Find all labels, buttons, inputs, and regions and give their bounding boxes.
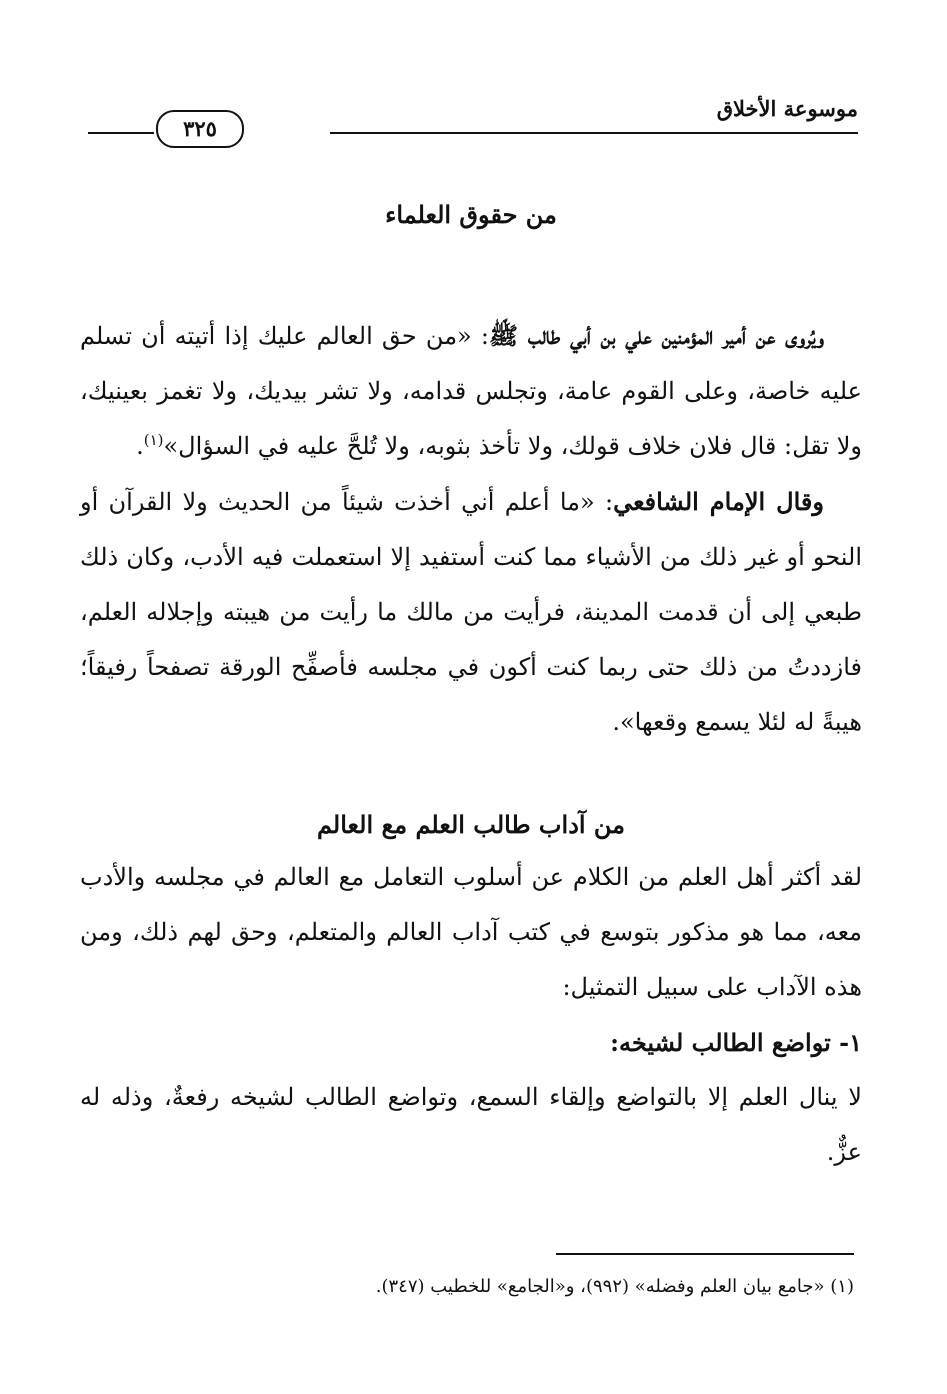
paragraph-text: : «من حق العالم عليك إذا أتيته أن تسلم عليه خاصة، وعلى القوم عامة، وتجلس قدامه، ولا تشر بيديك، ولا تغمز بعينيك، ولا تقل: قال فلان خلاف قولك، ولا تأخذ بثوبه، ولا تُلحَّ عليه في السؤال»	[80, 322, 862, 460]
footnote-ref: (١)	[143, 431, 164, 449]
section-title: من حقوق العلماء	[385, 200, 557, 229]
paragraph: لا ينال العلم إلا بالتواضع وإلقاء السمع، وتواضع الطالب لشيخه رفعةٌ، وذله له عزٌّ.	[80, 1083, 862, 1166]
section-title: من آداب طالب العلم مع العالم	[316, 810, 626, 839]
page-number: ٣٢٥	[156, 110, 244, 148]
running-title: موسوعة الأخلاق	[716, 96, 858, 121]
paragraph: لقد أكثر أهل العلم من الكلام عن أسلوب التعامل مع العالم في مجلسه والأدب معه، مما هو مذكور بتوسع في كتب آداب العالم والمتعلم، وحق لهم ذلك، ومن هذه الآداب على سبيل التمثيل:	[80, 863, 862, 1001]
paragraph-lead: ويُروى عن أمير المؤمنين علي بن أبي طالب ﷺ	[489, 321, 824, 350]
paragraph	[80, 308, 862, 474]
paragraph-end: .	[136, 432, 144, 460]
page-header	[88, 92, 858, 140]
paragraph	[80, 474, 862, 750]
list-item-heading: ١- تواضع الطالب لشيخه:	[610, 1028, 862, 1057]
page-body	[80, 190, 862, 1180]
header-rule	[330, 132, 858, 134]
footnote: (١) «جامع بيان العلم وفضله» (٩٩٢)، و«الجامع» للخطيب (٣٤٧).	[375, 1276, 854, 1297]
paragraph-lead: وقال الإمام الشافعي	[613, 487, 824, 516]
footnote-rule	[556, 1253, 854, 1255]
paragraph-text: : «ما أعلم أني أخذت شيئاً من الحديث ولا القرآن أو النحو أو غير ذلك من الأشياء مما كنت أستفيد إلا استعملت فيه الأدب، وكان ذلك طبعي إلى أن قدمت المدينة، فرأيت من مالك ما رأيت من هيبته وإجلاله العلم، فازددتُ من ذلك حتى ربما كنت أكون في مجلسه فأصفِّح الورقة تصفحاً رفيقاً؛ هيبةً له لئلا يسمع وقعها».	[80, 488, 862, 736]
header-rule	[88, 132, 154, 134]
